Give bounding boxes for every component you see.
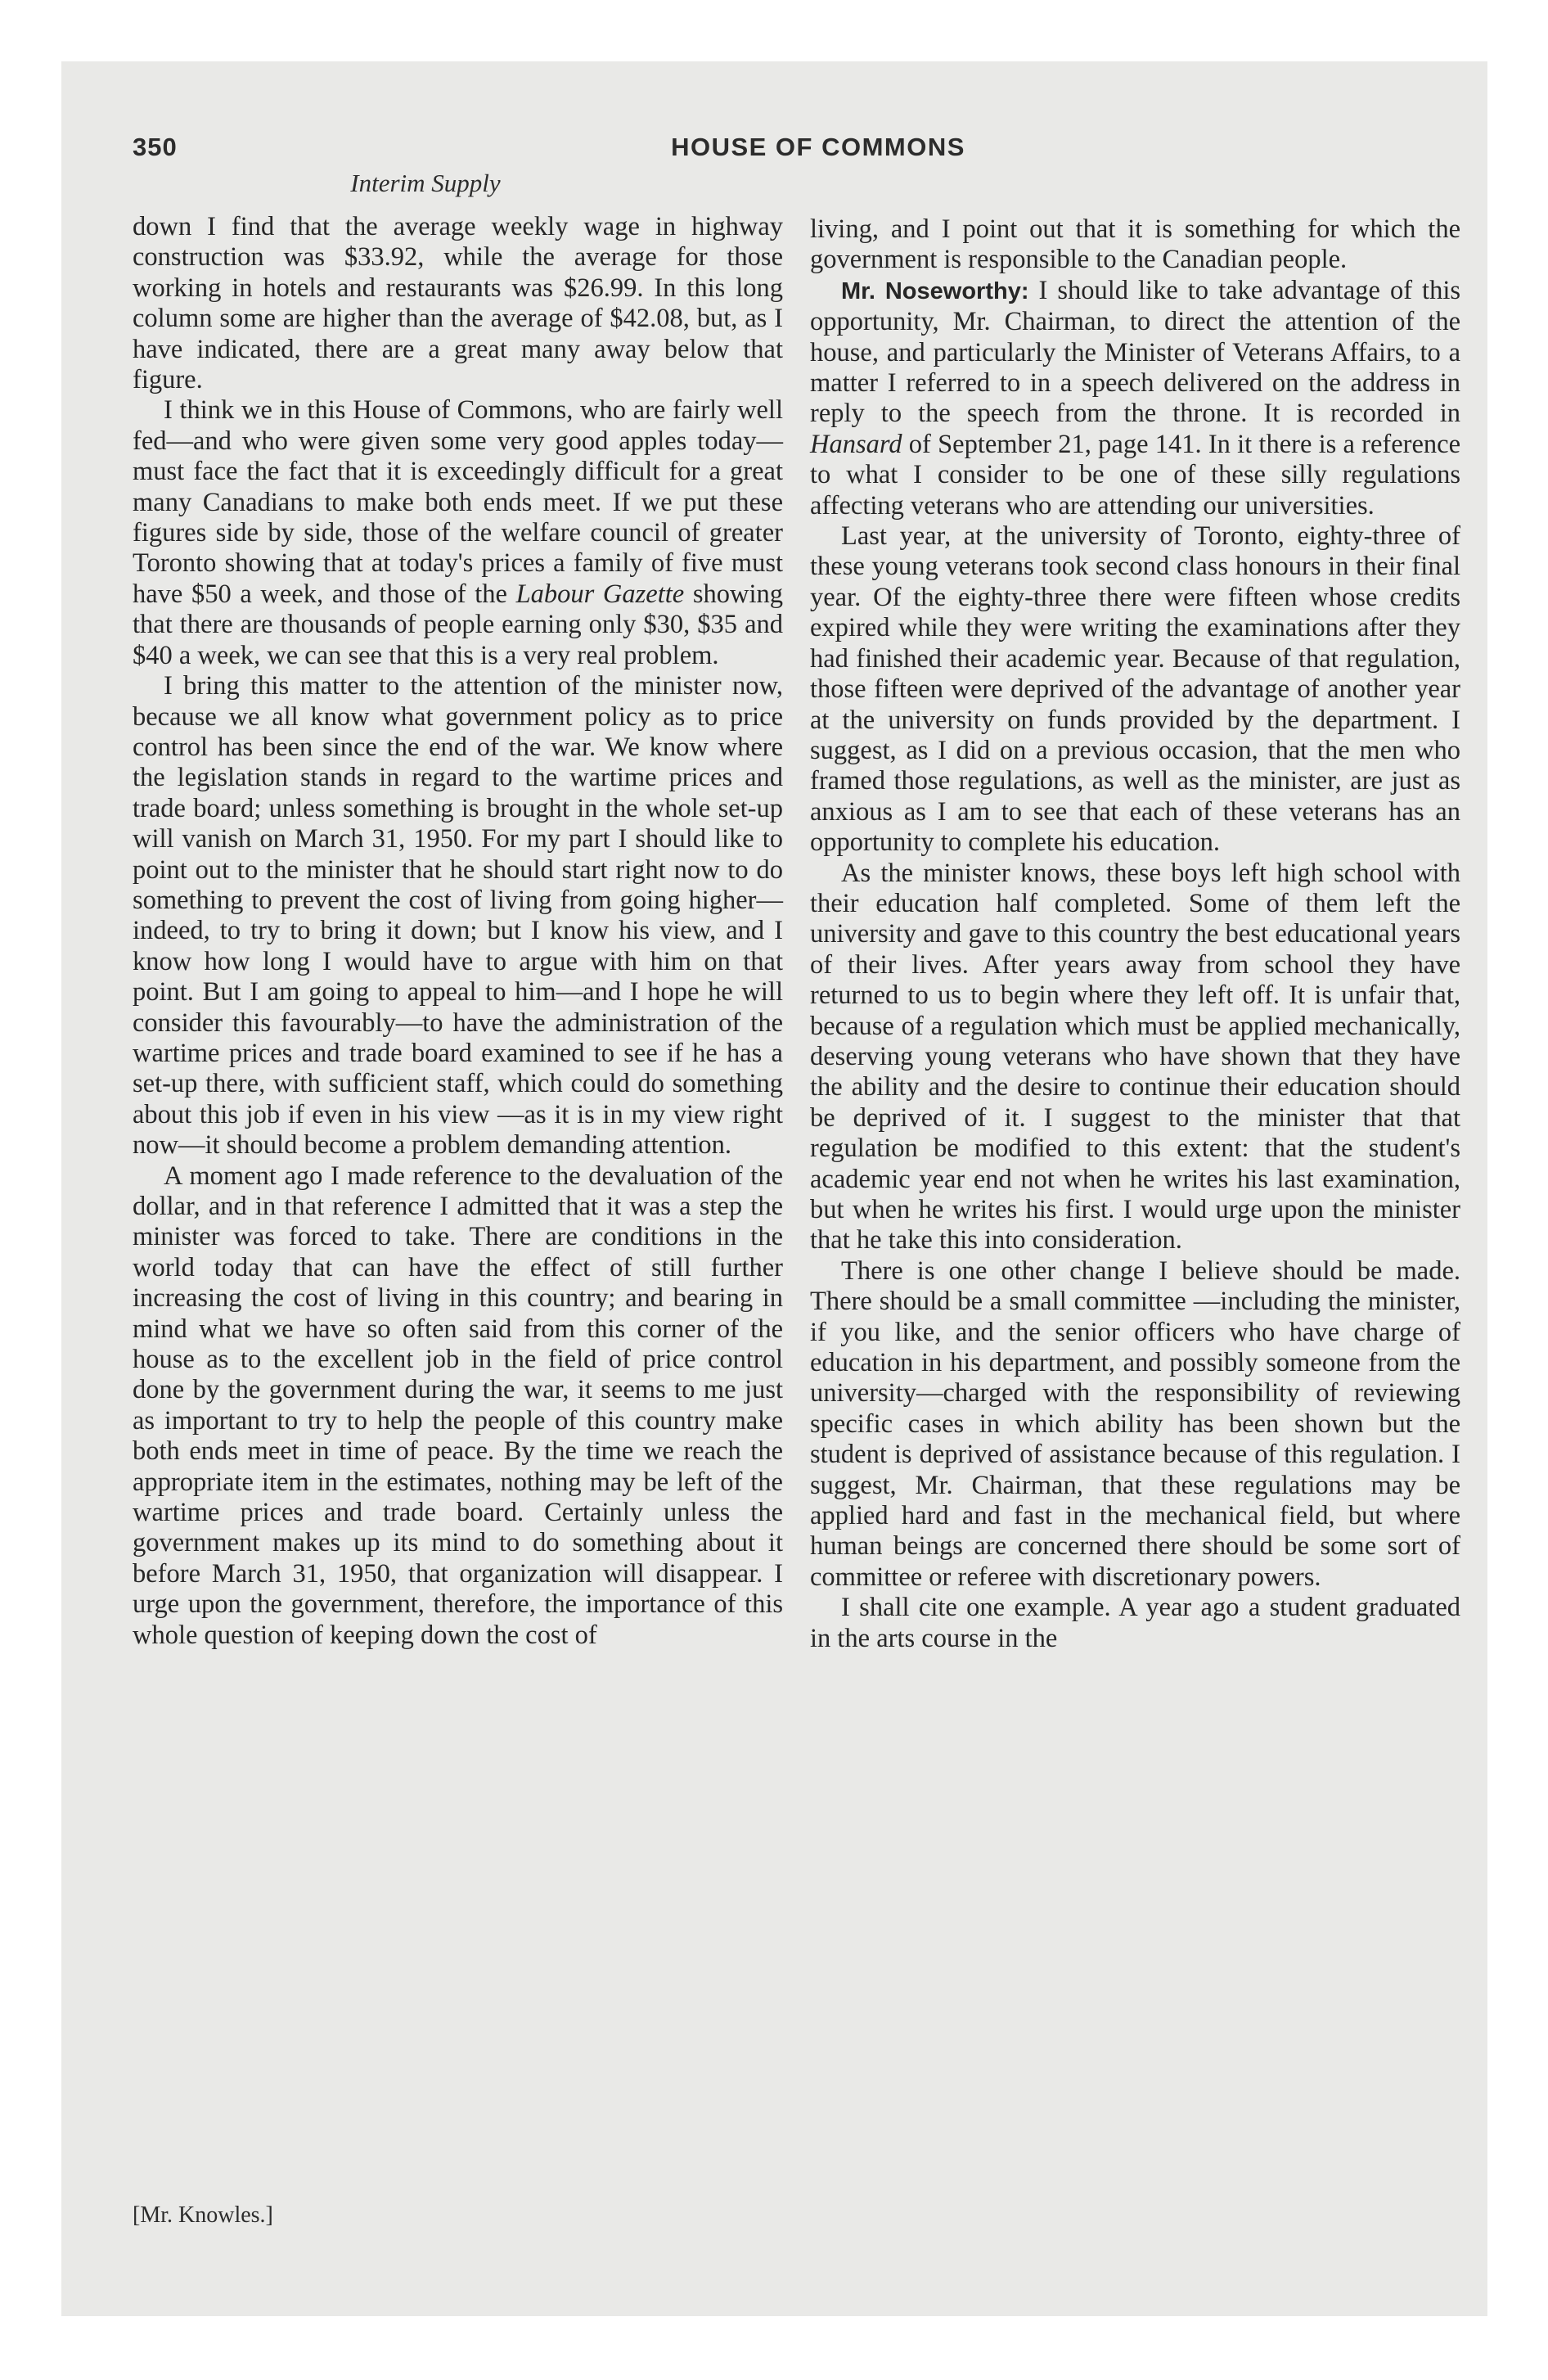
paragraph: Last year, at the university of Toronto, eighty-three of these young veterans took second class honours in their final year. Of the eighty-three there were fifteen whose credits expired while they were writing the examinations after they had finished their academic year. Because of that regulation, those fifteen were deprived of the advantage of another year at the university on funds provided by the department. I suggest, as I did on a previous occasion, that the men who framed those regulations, as well as the minister, are just as anxious as I am to see that each of these veterans has an opportunity to complete his education. [810, 521, 1460, 858]
paragraph: As the minister knows, these boys left high school with their education half completed. Some of them left the university and gave to this country the best educational years of their lives. After years away from school they have returned to us to begin where they left off. It is unfair that, because of a regulation which must be applied mechanically, deserving young veterans who have shown that they have the ability and the desire to continue their education should be deprived of it. I suggest to the minister that that regulation be modified to this extent: that the student's academic year end not when he writes his last examination, but when he writes his first. I would urge upon the minister that he take this into consideration. [810, 858, 1460, 1255]
paragraph: I shall cite one example. A year ago a student graduated in the arts course in the [810, 1593, 1460, 1653]
paragraph [810, 276, 1460, 521]
speaker-name: Mr. Noseworthy: [841, 277, 1029, 304]
section-title: Interim Supply [350, 169, 501, 197]
right-column [810, 214, 1460, 1654]
paragraph: There is one other change I believe should be made. There should be a small committee —including the minister, if you like, and the senior officers who have charge of education in his department, and possibly someone from the university—charged with the responsibility of reviewing specific cases in which ability has been shown but the student is deprived of assistance because of this regulation. I suggest, Mr. Chairman, that these regulations may be applied hard and fast in the mechanical field, but where human beings are concerned there should be some sort of committee or referee with discretionary powers. [810, 1255, 1460, 1592]
paragraph-text: I think we in this House of Commons, who are fairly well fed—and who were given some very good apples today—must face the fact that it is exceedingly difficult for a great many Canadians to make both ends meet. If we put these figures side by side, those of the welfare council of greater Toronto showing that at today's prices a family of five must have $50 a week, and those of the [133, 395, 783, 609]
page-number: 350 [133, 133, 178, 161]
paragraph: down I find that the average weekly wage in highway construction was $33.92, while the average for those working in hotels and restaurants was $26.99. In this long column some are higher than the average of $42.08, but, as I have indicated, there are a great many away below that figure. [133, 212, 783, 395]
speaker-footnote: [Mr. Knowles.] [133, 2202, 273, 2228]
paragraph: I bring this matter to the attention of the minister now, because we all know what government policy as to price control has been since the end of the war. We know where the legislation stands in regard to the wartime prices and trade board; unless something is brought in the whole set-up will vanish on March 31, 1950. For my part I should like to point out to the minister that he should start right now to do something to prevent the cost of living from going higher—indeed, to try to bring it down; but I know his view, and I know how long I would have to argue with him on that point. But I am going to appeal to him—and I hope he will consider this favourably—to have the administration of the wartime prices and trade board examined to see if he has a set-up there, with sufficient staff, which could do something about this job if even in his view —as it is in my view right now—it should become a problem demanding attention. [133, 671, 783, 1161]
paragraph-text: showing that there are thousands of people earning only $30, $35 and $40 a week, we can see that this is a very real problem. [133, 579, 783, 670]
paragraph [133, 395, 783, 671]
paragraph: living, and I point out that it is something for which the government is responsible to the Canadian people. [810, 214, 1460, 275]
paragraph-text: of September 21, page 141. In it there is a reference to what I consider to be one of these silly regulations affecting veterans who are attending our universities. [810, 429, 1460, 521]
running-head: HOUSE OF COMMONS [671, 133, 965, 161]
publication-title: Hansard [810, 429, 902, 459]
publication-title: Labour Gazette [515, 579, 685, 609]
paragraph: A moment ago I made reference to the devaluation of the dollar, and in that reference I admitted that it was a step the minister was forced to take. There are conditions in the world today that can have the effect of still further increasing the cost of living in this country; and bearing in mind what we have so often said from this corner of the house as to the excellent job in the field of price control done by the government during the war, it seems to me just as important to try to help the people of this country make both ends meet in time of peace. By the time we reach the appropriate item in the estimates, nothing may be left of the wartime prices and trade board. Certainly unless the government makes up its mind to do something about it before March 31, 1950, that organization will disappear. I urge upon the government, therefore, the importance of this whole question of keeping down the cost of [133, 1161, 783, 1650]
paragraph-text: I should like to take advantage of this opportunity, Mr. Chairman, to direct the attention of the house, and particularly the Minister of Veterans Affairs, to a matter I referred to in a speech delivered on the address in reply to the speech from the throne. It is recorded in [810, 275, 1460, 429]
left-column [133, 212, 783, 1651]
